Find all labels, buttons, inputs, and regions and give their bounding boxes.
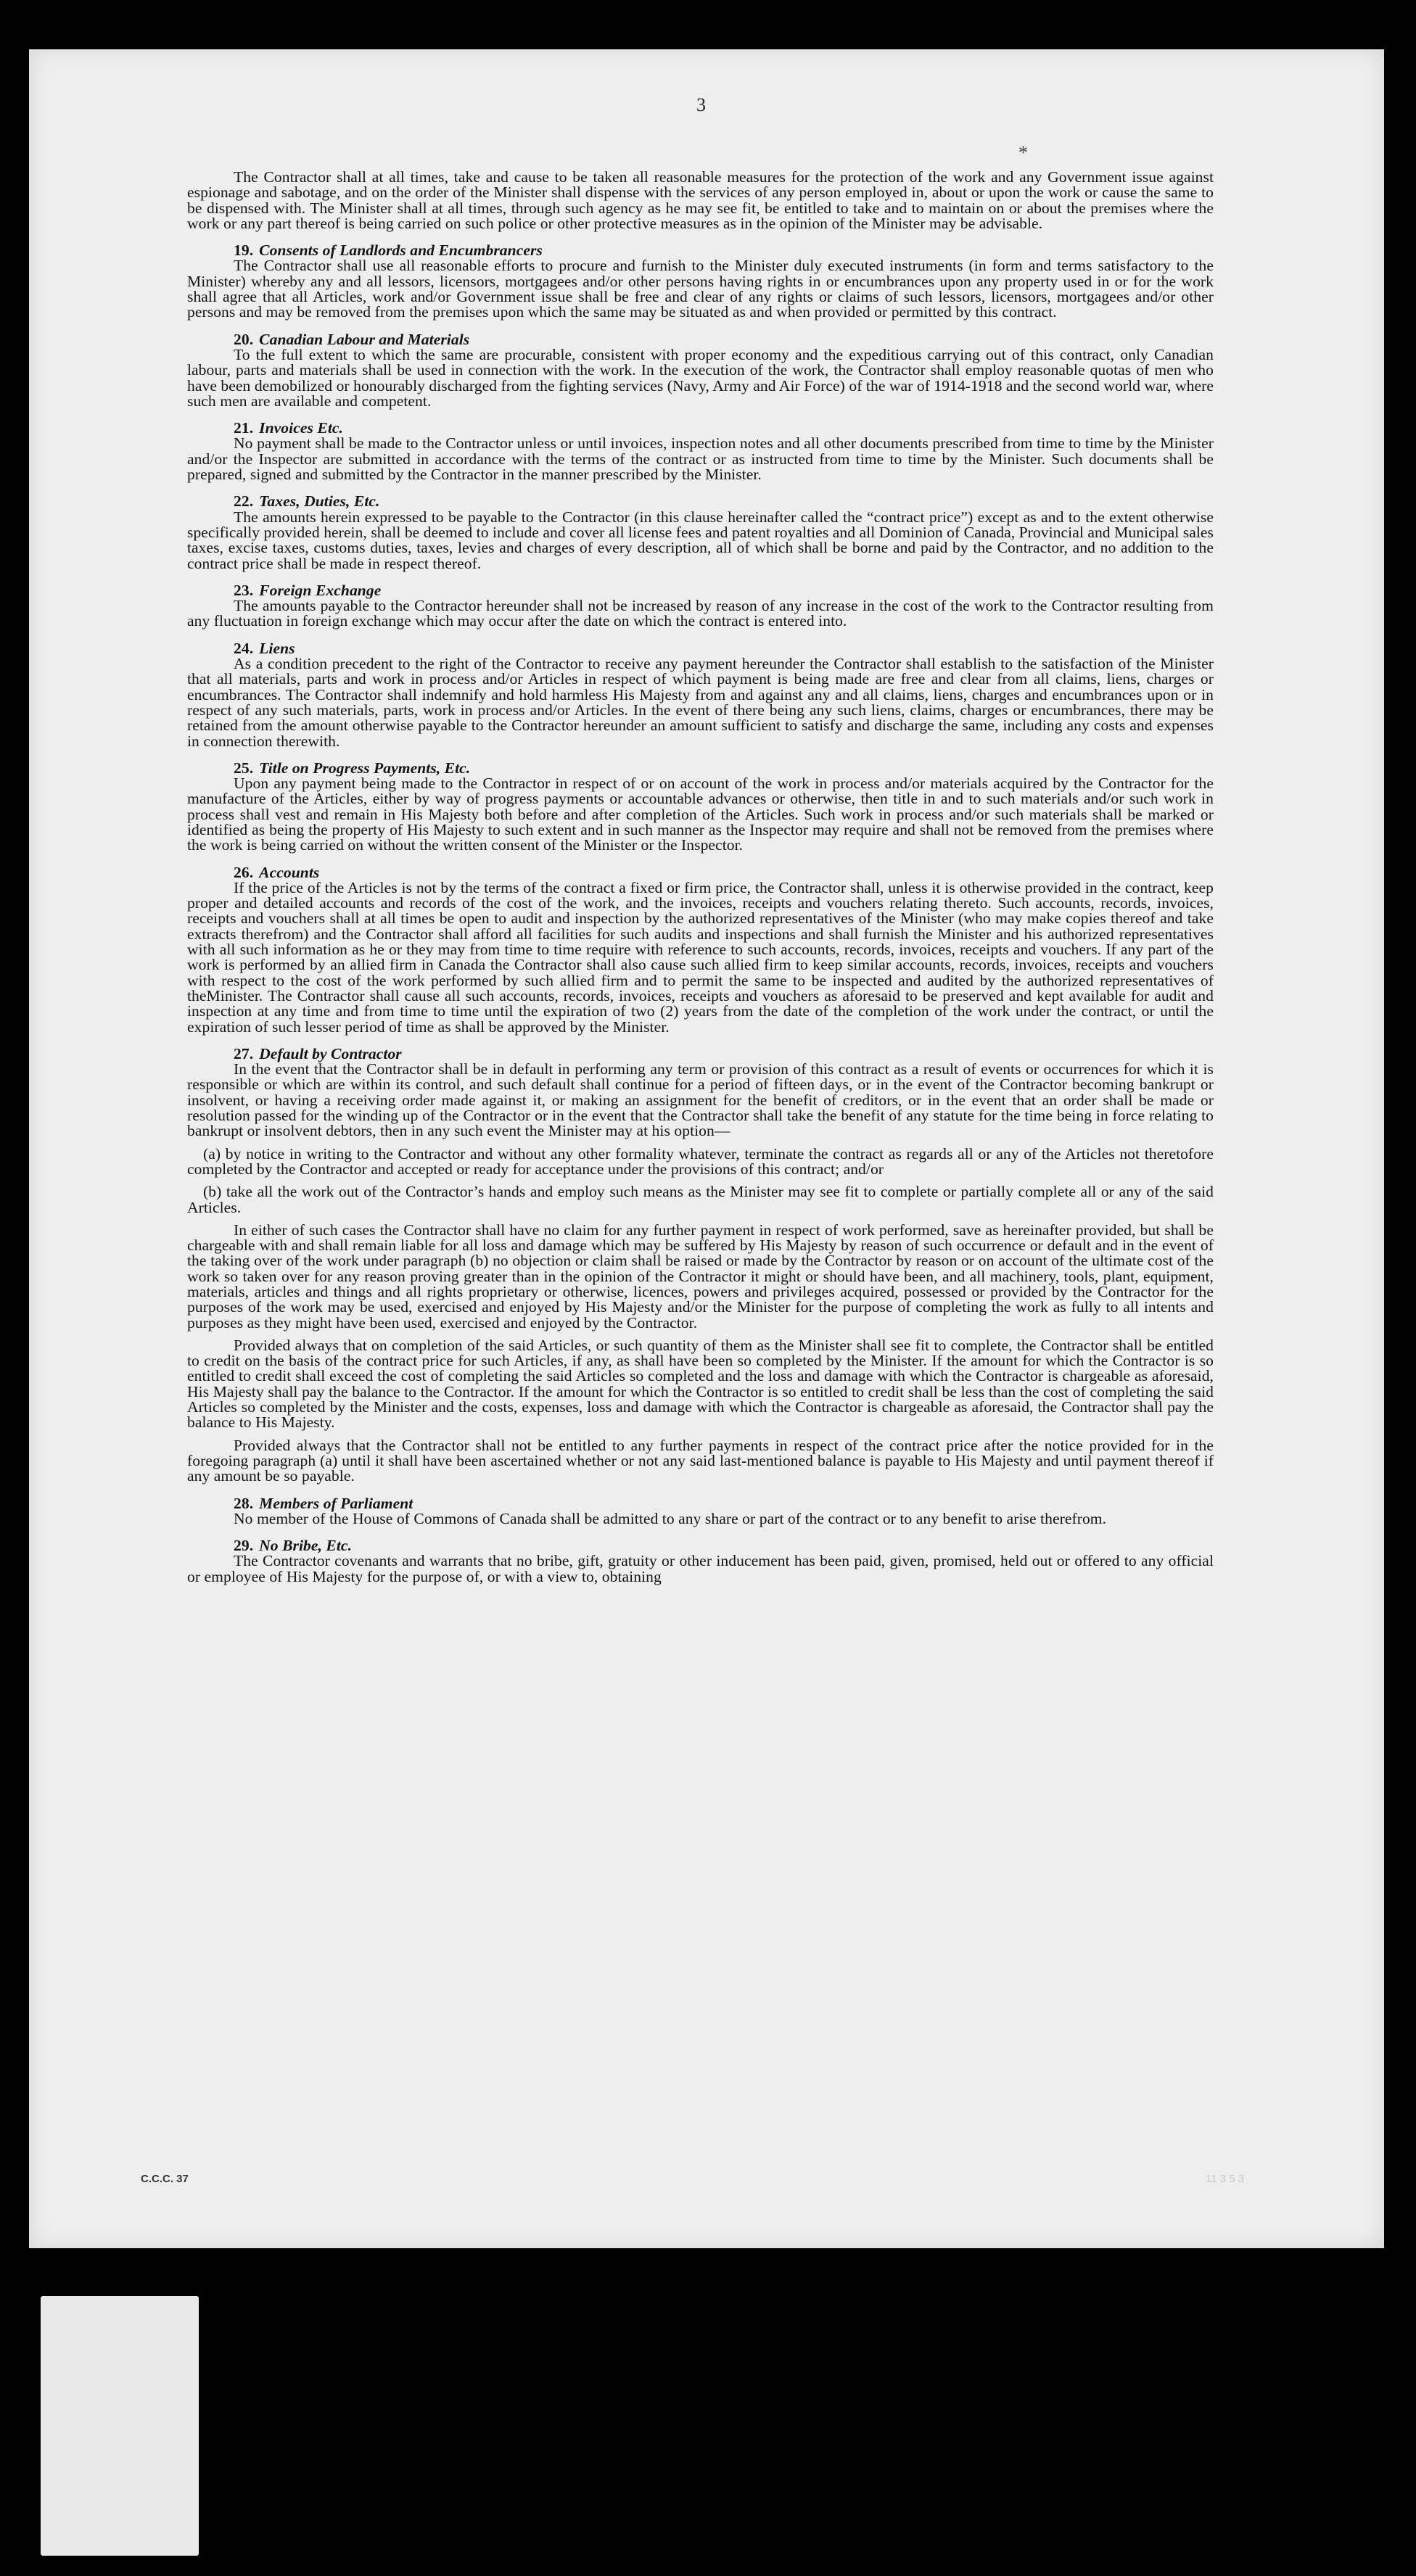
section-title: Members of Parliament: [259, 1494, 413, 1512]
section-paragraph: Upon any payment being made to the Contractor in respect of or on account of the work in process and/or materials acquired by the Contractor for the manufacture of the Articles, either by way of progress payments or accountable advances or otherwise, then title in and to such materials and/or such work in process shall vest and remain in His Majesty both before and after completion of the Articles. Such work in process and/or such materials shall be marked or identified as being the property of His Majesty to such extent and in such manner as the Inspector may require and shall not be removed from the premises where the work is being carried on without the written consent of the Minister or the Inspector.: [187, 775, 1214, 854]
section-heading: [187, 1538, 1214, 1553]
stray-mark: *: [1018, 142, 1028, 163]
section-paragraph: If the price of the Articles is not by the terms of the contract a fixed or firm price, the Contractor shall, unless it is otherwise provided in the contract, keep proper and detailed accounts and records of the cost of the work, and the invoices, receipts and vouchers relating thereto. Such accounts, records, invoices, receipts and vouchers shall at all times be open to audit and inspection by the authorized representatives of the Minister (who may make copies thereof and take extracts therefrom) and the Contractor shall afford all facilities for such audits and inspections and shall furnish the Minister and his authorized representatives with all such information as he or they may from time to time require with reference to such accounts, records, invoices, receipts and vouchers. If any part of the work is performed by an allied firm in Canada the Contractor shall also cause such allied firm to keep similar accounts, records, invoices, receipts and vouchers with respect to the cost of the work performed by such allied firm and to permit the same to be inspected and audited by the authorized representatives of theMinister. The Contractor shall cause all such accounts, records, invoices, receipts and vouchers as aforesaid to be preserved and kept available for audit and inspection at any time and from time to time until the expiration of two (2) years from the date of the completion of the work under the contract, or until the expiration of such lesser period of time as shall be approved by the Minister.: [187, 878, 1214, 1036]
section-heading: [187, 494, 1214, 509]
section-number: 26.: [234, 863, 254, 881]
section-number: 21.: [234, 419, 254, 437]
section-heading: [187, 641, 1214, 656]
section-heading: [187, 865, 1214, 880]
section-title: Taxes, Duties, Etc.: [259, 492, 380, 511]
section-heading: [187, 761, 1214, 776]
section-21: [187, 421, 1214, 482]
section-24: [187, 641, 1214, 749]
section-heading: [187, 421, 1214, 436]
paper-tab: [41, 2296, 199, 2556]
section-29: [187, 1538, 1214, 1585]
section-28: [187, 1496, 1214, 1527]
clause-a: (a) by notice in writing to the Contractor and without any other formality whatever, terminate the contract as regards all or any of the Articles not theretofore completed by the Contractor and accepted or ready for acceptance under the provisions of this contract; and/or: [187, 1144, 1214, 1178]
section-title: Foreign Exchange: [259, 581, 382, 599]
faint-page-code: 11 3 5 3: [1206, 2173, 1245, 2185]
section-paragraph: The amounts herein expressed to be payable to the Contractor (in this clause hereinafter called the “contract price”) except as and to the extent otherwise specifically provided herein, shall be deemed to include and cover all license fees and patent royalties and all Dominion of Canada, Provincial and Municipal sales taxes, excise taxes, customs duties, taxes, levies and charges of every description, all of which shall be borne and paid by the Contractor, and no addition to the contract price shall be made in respect thereof.: [187, 508, 1214, 572]
section-26: [187, 865, 1214, 1035]
section-25: [187, 761, 1214, 854]
section-paragraph: As a condition precedent to the right of the Contractor to receive any payment hereunder the Contractor shall establish to the satisfaction of the Minister that all materials, parts and work in process and/or Articles in respect of which payment is being made are free and clear from all claims, liens, charges or encumbrances. The Contractor shall indemnify and hold harmless His Majesty from and against any and all claims, liens, charges and encumbrances upon or in respect of any such materials, parts, work in process and/or Articles. In the event of there being any such liens, claims, charges or encumbrances, there may be retained from the amount otherwise payable to the Contractor hereunder an amount sufficient to satisfy and discharge the same, including any costs and expenses in connection therewith.: [187, 655, 1214, 750]
section-paragraph: The Contractor covenants and warrants that no bribe, gift, gratuity or other inducement has been paid, given, promised, held out or offered to any official or employee of His Majesty for the purpose of, or with a view to, obtaining: [187, 1552, 1214, 1585]
section-number: 22.: [234, 492, 254, 511]
section-number: 19.: [234, 242, 254, 260]
section-heading: [187, 332, 1214, 347]
intro-paragraph: The Contractor shall at all times, take and cause to be taken all reasonable measures for the protection of the work and any Government issue against espionage and sabotage, and on the order of the Minister shall dispense with the services of any person employed in, about or upon the work or cause the same to be dispensed with. The Minister shall at all times, through such agency as he may see fit, be entitled to take and to maintain on or about the premises where the work or any part thereof is being carried on such police or other protective measures as in the opinion of the Minister may be advisable.: [187, 168, 1214, 232]
section-paragraph: In the event that the Contractor shall be in default in performing any term or provision of this contract as a result of events or occurrences for which it is responsible or which are within its control, and such default shall continue for a period of fifteen days, or in the event of the Contractor becoming bankrupt or insolvent, or having a receiving order made against it, or making an assignment for the benefit of creditors, or in the event that an order shall be made or resolution passed for the winding up of the Contractor or in the event that the Contractor shall take the benefit of any statute for the time being in force relating to bankrupt or insolvent debtors, then in any such event the Minister may at his option—: [187, 1060, 1214, 1140]
section-paragraph: To the full extent to which the same are procurable, consistent with proper economy and the expeditious carrying out of this contract, only Canadian labour, parts and materials shall be used in connection with the work. In the execution of the work, the Contractor shall employ reasonable quotas of men who have been demobilized or honourably discharged from the fighting services (Navy, Army and Air Force) of the war of 1914-1918 and the second world war, where such men are available and competent.: [187, 345, 1214, 410]
section-23: [187, 583, 1214, 629]
section-number: 20.: [234, 330, 254, 348]
page-number: 3: [696, 94, 706, 115]
section-paragraph: The amounts payable to the Contractor hereunder shall not be increased by reason of any increase in the cost of the work to the Contractor resulting from any fluctuation in foreign exchange which may occur after the date on which the contract is entered into.: [187, 597, 1214, 630]
section-heading: [187, 583, 1214, 598]
section-paragraph: Provided always that the Contractor shall not be entitled to any further payments in respect of the contract price after the notice provided for in the foregoing paragraph (a) until it shall have been ascertained whether or not any said last-mentioned balance is payable to His Majesty and until payment thereof if any amount be so payable.: [187, 1436, 1214, 1485]
section-heading: [187, 243, 1214, 258]
section-title: Consents of Landlords and Encumbrancers: [259, 242, 543, 260]
section-title: Canadian Labour and Materials: [259, 330, 470, 348]
section-paragraph: In either of such cases the Contractor shall have no claim for any further payment in respect of work performed, save as hereinafter provided, but shall be chargeable with and shall remain liable for all loss and damage which may be suffered by His Majesty by reason of such occurrence or default and in the event of the taking over of the work under paragraph (b) no objection or claim shall be raised or made by the Contractor by reason or on account of the ultimate cost of the work so taken over for any reason proving greater than in the opinion of the Contractor it might or should have been, and all machinery, tools, plant, equipment, materials, articles and things and all rights proprietary or otherwise, licences, powers and privileges acquired, possessed or provided by the Contractor for the purposes of the work may be used, exercised and enjoyed by His Majesty and/or the Minister for the purpose of completing the work as fully to all intents and purposes as they might have been used, exercised and enjoyed by the Contractor.: [187, 1221, 1214, 1332]
section-title: Liens: [259, 639, 295, 657]
section-number: 29.: [234, 1537, 254, 1555]
section-number: 25.: [234, 759, 254, 777]
document-body: [187, 170, 1214, 1585]
section-20: [187, 332, 1214, 409]
section-heading: [187, 1496, 1214, 1511]
section-22: [187, 494, 1214, 571]
section-19: [187, 243, 1214, 320]
section-title: Title on Progress Payments, Etc.: [259, 759, 471, 777]
section-number: 24.: [234, 639, 254, 657]
section-paragraph: No member of the House of Commons of Canada shall be admitted to any share or part of the contract or to any benefit to arise therefrom.: [234, 1509, 1107, 1527]
section-title: Invoices Etc.: [259, 419, 343, 437]
section-number: 23.: [234, 581, 254, 599]
section-paragraph: No payment shall be made to the Contractor unless or until invoices, inspection notes and all other documents prescribed from time to time by the Minister and/or the Inspector are submitted in accordance with the terms of the contract or as instructed from time to time by the Minister. Such documents shall be prepared, signed and submitted by the Contractor in the manner prescribed by the Minister.: [187, 434, 1214, 484]
section-title: Default by Contractor: [259, 1044, 402, 1062]
section-heading: [187, 1046, 1214, 1062]
clause-b: (b) take all the work out of the Contractor’s hands and employ such means as the Minister may see fit to complete or partially complete all or any of the said Articles.: [187, 1183, 1214, 1216]
section-title: Accounts: [259, 863, 320, 881]
section-27: [187, 1046, 1214, 1485]
section-number: 28.: [234, 1494, 254, 1512]
form-code: C.C.C. 37: [141, 2173, 189, 2185]
section-paragraph: The Contractor shall use all reasonable efforts to procure and furnish to the Minister duly executed instruments (in form and terms satisfactory to the Minister) whereby any and all lessors, licensors, mortgagees and/or other persons having rights in or encumbrances upon any property used in or for the work shall agree that all Articles, work and/or Government issue shall be free and clear of any rights or claims of such lessors, licensors, mortgagees and/or other persons and may be removed from the premises upon which the same may be situated as and when provided or permitted by this contract.: [187, 257, 1214, 321]
section-paragraph: Provided always that on completion of the said Articles, or such quantity of them as the Minister shall see fit to complete, the Contractor shall be entitled to credit on the basis of the contract price for such Articles, if any, as shall have been so completed by the Minister. If the amount for which the Contractor is so entitled to credit shall exceed the cost of completing the said Articles so completed and the loss and damage with which the Contractor is chargeable as aforesaid, His Majesty shall pay the balance to the Contractor. If the amount for which the Contractor is so entitled to credit shall be less than the cost of completing the said Articles so completed by the Minister and the costs, expenses, loss and damage with which the Contractor is chargeable as aforesaid, the Contractor shall pay the balance to His Majesty.: [187, 1336, 1214, 1432]
section-number: 27.: [234, 1044, 254, 1062]
section-title: No Bribe, Etc.: [259, 1537, 353, 1555]
